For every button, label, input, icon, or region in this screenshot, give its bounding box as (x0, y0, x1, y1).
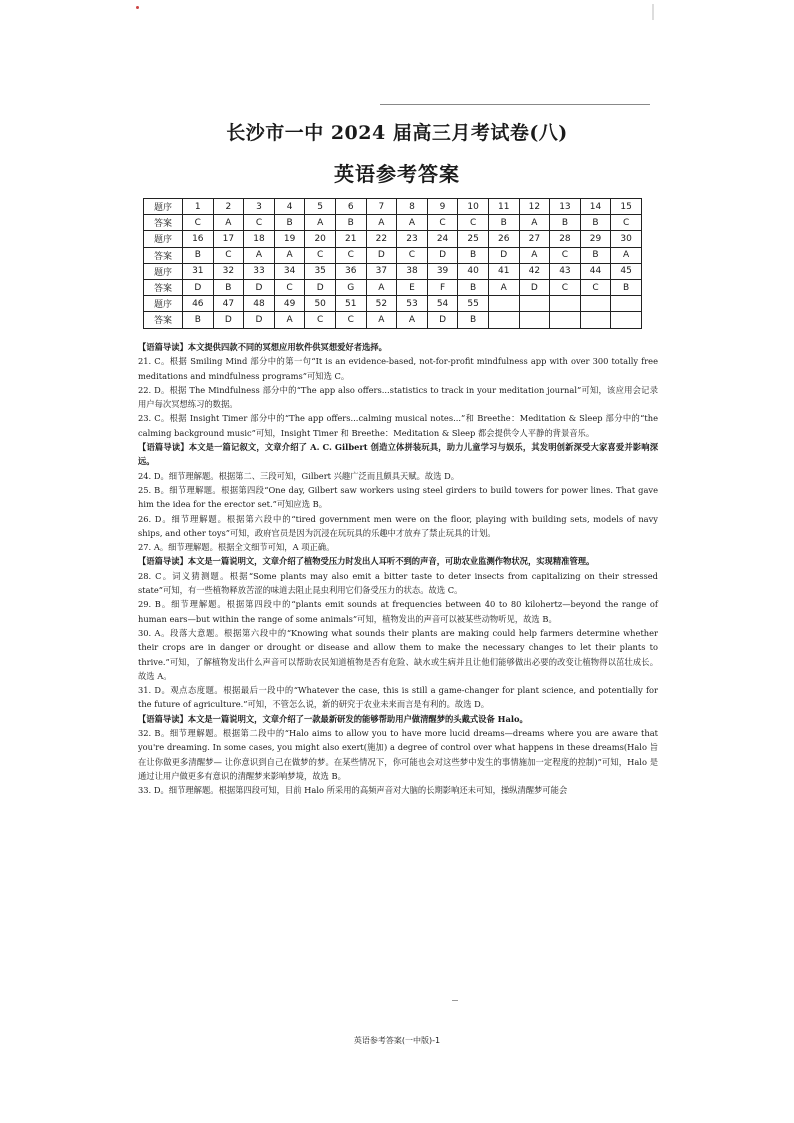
table-cell: A (519, 215, 550, 231)
table-cell: D (244, 312, 275, 328)
table-cell: 30 (611, 231, 642, 247)
table-cell: 49 (274, 296, 305, 312)
table-cell: 32 (213, 263, 244, 279)
table-cell: 41 (488, 263, 519, 279)
table-cell (550, 296, 581, 312)
table-cell (550, 312, 581, 328)
table-cell: 25 (458, 231, 489, 247)
table-cell: 5 (305, 199, 336, 215)
table-cell: B (458, 247, 489, 263)
header-rule (380, 104, 650, 105)
table-cell: 55 (458, 296, 489, 312)
table-cell: 4 (274, 199, 305, 215)
table-cell: B (183, 312, 214, 328)
table-cell: 14 (580, 199, 611, 215)
table-cell: C (213, 247, 244, 263)
page-subtitle: 英语参考答案 (334, 162, 460, 186)
table-cell: 13 (550, 199, 581, 215)
table-cell: 48 (244, 296, 275, 312)
table-cell: 7 (366, 199, 397, 215)
table-cell: 10 (458, 199, 489, 215)
table-cell: 40 (458, 263, 489, 279)
table-cell (488, 296, 519, 312)
table-cell: D (427, 247, 458, 263)
row-label: 答案 (144, 312, 183, 328)
scan-mark (452, 1000, 458, 1001)
answer-explanation: 27. A。细节理解题。根据全文细节可知，A 项正确。 (138, 542, 335, 553)
table-cell: F (427, 279, 458, 295)
table-cell: 33 (244, 263, 275, 279)
table-cell: D (305, 279, 336, 295)
passage-guide: 【语篇导读】本文是一篇说明文，文章介绍了植物受压力时发出人耳听不到的声音，可助农业监测作物状况，实现精准管理。 (138, 556, 595, 567)
answer-table-row (144, 247, 642, 263)
table-cell: A (397, 215, 428, 231)
row-label: 答案 (144, 215, 183, 231)
table-cell: 6 (335, 199, 366, 215)
table-cell: C (335, 247, 366, 263)
table-cell: A (488, 279, 519, 295)
table-cell: B (183, 247, 214, 263)
answer-explanation: 30. A。段落大意题。根据第六段中的“Knowing what sounds their plants are making could help farmers determine whether their crops are in danger or drought or disease and allow them to make the necessary changes to let their plants to thrive.”可知，了解植物发出什么声音可以帮助农民知道植物是否有危险、缺水或生病并且让他们能够做出必要的改变让植物得以茁壮成长。故选 A。 (138, 627, 658, 681)
table-cell: 54 (427, 296, 458, 312)
table-cell: 2 (213, 199, 244, 215)
table-cell: C (550, 279, 581, 295)
table-cell: C (580, 279, 611, 295)
row-label: 题序 (144, 231, 183, 247)
row-label: 题序 (144, 263, 183, 279)
scan-mark (136, 6, 139, 9)
table-cell: C (335, 312, 366, 328)
answer-explanation: 33. D。细节理解题。根据第四段可知，目前 Halo 所采用的高频声音对大脑的长期影响还未可知，操纵清醒梦可能会 (138, 785, 568, 796)
table-cell: A (519, 247, 550, 263)
table-cell: A (611, 247, 642, 263)
table-cell: A (366, 312, 397, 328)
table-cell: 52 (366, 296, 397, 312)
answer-table-row (144, 231, 642, 247)
page-footer: 英语参考答案(一中版)-1 (353, 1036, 441, 1045)
table-cell: B (611, 279, 642, 295)
table-cell: A (244, 247, 275, 263)
table-cell: 20 (305, 231, 336, 247)
table-cell: 36 (335, 263, 366, 279)
table-cell: 39 (427, 263, 458, 279)
answer-explanation: 32. B。细节理解题。根据第二段中的“Halo aims to allow you to have more lucid dreams—dreams where you are aware that you're dreaming. In some cases, you might also exert(施加) a degree of control over what happens in these dreams(Halo 旨在让你做更多清醒梦— 让你意识到自己在做梦的梦。在某些情况下，你可能也会对这些梦中发生的事情施加一定程度的控制)”可知，Halo 是通过让用户做更多有意识的清醒梦来影响梦境，故选 B。 (138, 728, 658, 781)
answer-table-row (144, 296, 642, 312)
table-cell: C (274, 279, 305, 295)
answer-table-row (144, 215, 642, 231)
table-cell (519, 312, 550, 328)
table-cell: 27 (519, 231, 550, 247)
table-cell: A (305, 215, 336, 231)
table-cell: 15 (611, 199, 642, 215)
table-cell: 29 (580, 231, 611, 247)
table-cell: 44 (580, 263, 611, 279)
table-cell: 28 (550, 231, 581, 247)
table-cell: 24 (427, 231, 458, 247)
table-cell: D (427, 312, 458, 328)
row-label: 题序 (144, 199, 183, 215)
table-cell: A (274, 312, 305, 328)
table-cell: 38 (397, 263, 428, 279)
table-cell: B (274, 215, 305, 231)
table-cell: 23 (397, 231, 428, 247)
table-cell: 37 (366, 263, 397, 279)
table-cell: 8 (397, 199, 428, 215)
table-cell: C (611, 215, 642, 231)
table-cell: B (580, 215, 611, 231)
row-label: 答案 (144, 279, 183, 295)
table-cell: B (488, 215, 519, 231)
table-cell: 50 (305, 296, 336, 312)
table-cell: C (244, 215, 275, 231)
table-cell: C (397, 247, 428, 263)
answer-explanation: 28. C。词义猜测题。根据“Some plants may also emit a bitter taste to deter insects from capitalizing on their stressed state”可知，有一些植物释放苦涩的味道去阻止昆虫利用它们备受压力的状态。故选 C。 (138, 570, 658, 596)
table-cell (519, 296, 550, 312)
answer-explanation: 23. C。根据 Insight Timer 部分中的“The app offers...calming musical notes...”和 Breethe：Meditation & Sleep 部分中的“the calming background music”可知，Insight Timer 和 Breethe：Meditation & Sleep 都会提供令人平静的背景音乐。 (138, 413, 658, 438)
answer-table-row (144, 312, 642, 328)
table-cell: 45 (611, 263, 642, 279)
answer-explanation: 24. D。细节理解题。根据第二、三段可知，Gilbert 兴趣广泛而且颇具天赋。故选 D。 (138, 470, 460, 481)
table-cell (580, 312, 611, 328)
passage-guide: 【语篇导读】本文是一篇说明文，文章介绍了一款最新研发的能够帮助用户做清醒梦的头戴式设备 Halo。 (138, 713, 528, 724)
passage-guide: 【语篇导读】本文提供四款不同的冥想应用软件供冥想爱好者选择。 (138, 342, 387, 352)
table-cell: C (305, 312, 336, 328)
table-cell: D (213, 312, 244, 328)
table-cell: C (305, 247, 336, 263)
answer-explanation: 26. D。细节理解题。根据第六段中的“tired government men were on the floor, playing with building sets, models of navy ships, and other toys”可知，政府官员是因为沉浸在玩玩具的乐趣中才放弃了禁止玩具的计划。 (138, 513, 658, 538)
table-cell: 1 (183, 199, 214, 215)
table-cell: 16 (183, 231, 214, 247)
table-cell: 12 (519, 199, 550, 215)
table-cell: B (550, 215, 581, 231)
passage-guide: 【语篇导读】本文是一篇记叙文，文章介绍了 A. C. Gilbert 创造立体拼装玩具，助力儿童学习与娱乐，其发明创新深受大家喜爱并影响深远。 (138, 442, 658, 467)
table-cell: 46 (183, 296, 214, 312)
table-cell: 17 (213, 231, 244, 247)
table-cell: C (550, 247, 581, 263)
page-title: 长沙市一中 2024 届高三月考试卷(八) (226, 122, 568, 144)
answer-table (143, 198, 642, 329)
table-cell: A (274, 247, 305, 263)
table-cell: A (366, 215, 397, 231)
table-cell: 42 (519, 263, 550, 279)
table-cell: 18 (244, 231, 275, 247)
table-cell: A (397, 312, 428, 328)
table-cell: C (427, 215, 458, 231)
table-cell: B (213, 279, 244, 295)
answer-explanation: 31. D。观点态度题。根据最后一段中的“Whatever the case, this is still a game-changer for plant science, and potentially for the future of agriculture.”可知，不管怎么说，新的研究于农业未来而言是有利的。故选 D。 (138, 685, 658, 710)
answer-table-row (144, 199, 642, 215)
table-cell: C (183, 215, 214, 231)
table-cell: D (519, 279, 550, 295)
table-cell: D (488, 247, 519, 263)
table-cell: D (244, 279, 275, 295)
table-cell (580, 296, 611, 312)
table-cell: B (458, 279, 489, 295)
table-cell: 26 (488, 231, 519, 247)
table-cell: 47 (213, 296, 244, 312)
scan-mark (652, 4, 654, 20)
table-cell (611, 296, 642, 312)
table-cell: B (335, 215, 366, 231)
row-label: 题序 (144, 296, 183, 312)
table-cell: 34 (274, 263, 305, 279)
table-cell: B (580, 247, 611, 263)
row-label: 答案 (144, 247, 183, 263)
table-cell: B (458, 312, 489, 328)
answer-table-row (144, 279, 642, 295)
answer-explanation: 22. D。根据 The Mindfulness 部分中的“The app also offers...statistics to track in your meditation journal”可知，该应用会记录用户每次冥想练习的数据。 (138, 384, 658, 410)
table-cell: D (366, 247, 397, 263)
table-cell: A (366, 279, 397, 295)
table-cell: 31 (183, 263, 214, 279)
explanation-body (138, 340, 658, 798)
table-cell: 9 (427, 199, 458, 215)
table-cell: E (397, 279, 428, 295)
answer-table-row (144, 263, 642, 279)
table-cell: 51 (335, 296, 366, 312)
table-cell: D (183, 279, 214, 295)
table-cell: 11 (488, 199, 519, 215)
table-cell: 22 (366, 231, 397, 247)
table-cell (611, 312, 642, 328)
answer-explanation: 29. B。细节理解题。根据第四段中的“plants emit sounds at frequencies between 40 to 80 kilohertz—beyond the range of human ears—but within the range of some animals”可知，植物发出的声音可以被某些动物听见，故选 B。 (138, 599, 658, 624)
table-cell: 3 (244, 199, 275, 215)
answer-explanation: 25. B。细节理解题。根据第四段“One day, Gilbert saw workers using steel girders to build towers for power lines. That gave him the idea for the erector set.”可知应选 B。 (138, 484, 658, 510)
table-cell: 53 (397, 296, 428, 312)
table-cell: 43 (550, 263, 581, 279)
table-cell: C (458, 215, 489, 231)
answer-explanation: 21. C。根据 Smiling Mind 部分中的第一句“It is an evidence-based, not-for-profit mindfulness app with over 300 totally free meditations and mindfulness programs”可知选 C。 (138, 356, 658, 381)
table-cell (488, 312, 519, 328)
table-cell: 19 (274, 231, 305, 247)
table-cell: 21 (335, 231, 366, 247)
table-cell: G (335, 279, 366, 295)
table-cell: 35 (305, 263, 336, 279)
table-cell: A (213, 215, 244, 231)
